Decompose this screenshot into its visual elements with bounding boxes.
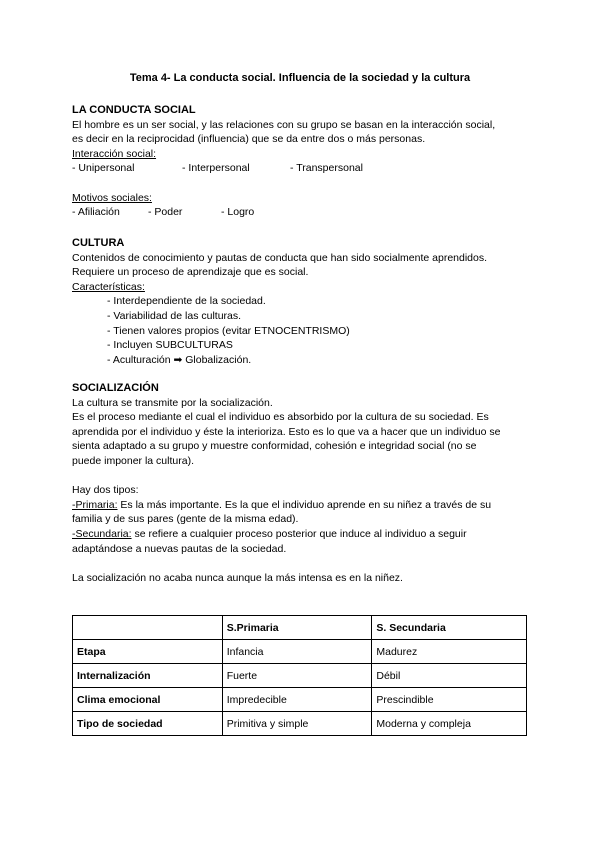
table-cell: Fuerte [222,664,372,688]
table-header-row [73,616,527,640]
list-item: - Poder [148,206,183,219]
table-cell: Moderna y compleja [372,712,527,736]
table-cell: Infancia [222,640,372,664]
table-row-label: Clima emocional [73,688,223,712]
list-item: - Transpersonal [290,162,363,175]
caracteristicas-label: Características: [72,280,145,293]
table-row [73,712,527,736]
list-item: - Afiliación [72,206,120,219]
paragraph-line: aprendida por el individuo y éste la interioriza. Esto es lo que va a hacer que un individuo se [72,425,501,438]
heading-cultura: CULTURA [72,237,125,249]
motivos-label: Motivos sociales: [72,191,152,204]
list-item: - Logro [221,206,255,219]
table-header-cell: S. Secundaria [372,616,527,640]
table-header-cell: S.Primaria [222,616,372,640]
table-cell: Primitiva y simple [222,712,372,736]
caracteristica-item: - Interdependiente de la sociedad. [107,295,266,308]
list-item: - Interpersonal [182,162,250,175]
secundaria-line [72,527,532,542]
caracteristica-item: - Tienen valores propios (evitar ETNOCENTRISMO) [107,324,350,337]
motivos-list [72,205,532,220]
table-cell: Impredecible [222,688,372,712]
table-row [73,688,527,712]
table-row-label: Etapa [73,640,223,664]
list-item: - Unipersonal [72,162,135,175]
caracteristica-item: - Incluyen SUBCULTURAS [107,339,233,352]
heading-conducta: LA CONDUCTA SOCIAL [72,104,196,116]
paragraph-line: familia y de sus pares (gente de la misma edad). [72,513,299,526]
table-header-cell [73,616,223,640]
page-title: Tema 4- La conducta social. Influencia de la sociedad y la cultura [129,72,471,84]
section-cultura [72,236,532,367]
paragraph-line: Contenidos de conocimiento y pautas de conducta que han sido socialmente aprendidos. [72,251,488,264]
interaccion-list [72,161,532,176]
primaria-text: Es la más importante. Es la que el individuo aprende en su niñez a través de su [117,498,492,511]
table-row [73,640,527,664]
caracteristica-item: - Variabilidad de las culturas. [107,309,242,322]
comparison-table [72,615,527,736]
secundaria-text: se refiere a cualquier proceso posterior que induce al individuo a seguir [131,527,467,540]
paragraph-line: adaptándose a nuevas pautas de la sociedad. [72,542,287,555]
primaria-label: -Primaria: [72,498,118,511]
interaccion-label: Interacción social: [72,147,157,160]
section-socializacion [72,381,532,585]
paragraph-line: Es el proceso mediante el cual el individuo es absorbido por la cultura de su sociedad. Es [72,411,489,424]
table-cell: Madurez [372,640,527,664]
table-row-label: Internalización [73,664,223,688]
paragraph-line: es decir en la reciprocidad (influencia) que se da entre dos o más personas. [72,133,426,146]
section-conducta [72,103,532,220]
caracteristica-item: - Aculturación ➡ Globalización. [107,353,252,366]
heading-socializacion: SOCIALIZACIÓN [72,382,159,394]
primaria-line [72,498,532,513]
table-row-label: Tipo de sociedad [73,712,223,736]
table-cell: Prescindible [372,688,527,712]
paragraph-line: sienta adaptado a su grupo y muestre conformidad, cohesión e integridad social (no se [72,440,477,453]
paragraph-line: El hombre es un ser social, y las relaciones con su grupo se basan en la interacción social, [72,118,496,131]
final-line: La socialización no acaba nunca aunque la más intensa es en la niñez. [72,571,403,584]
paragraph-line: La cultura se transmite por la socialización. [72,396,273,409]
secundaria-label: -Secundaria: [72,527,132,540]
table-cell: Débil [372,664,527,688]
paragraph-line: Requiere un proceso de aprendizaje que es social. [72,266,309,279]
tipos-line: Hay dos tipos: [72,484,139,497]
table-row [73,664,527,688]
paragraph-line: puede imponer la cultura). [72,454,194,467]
